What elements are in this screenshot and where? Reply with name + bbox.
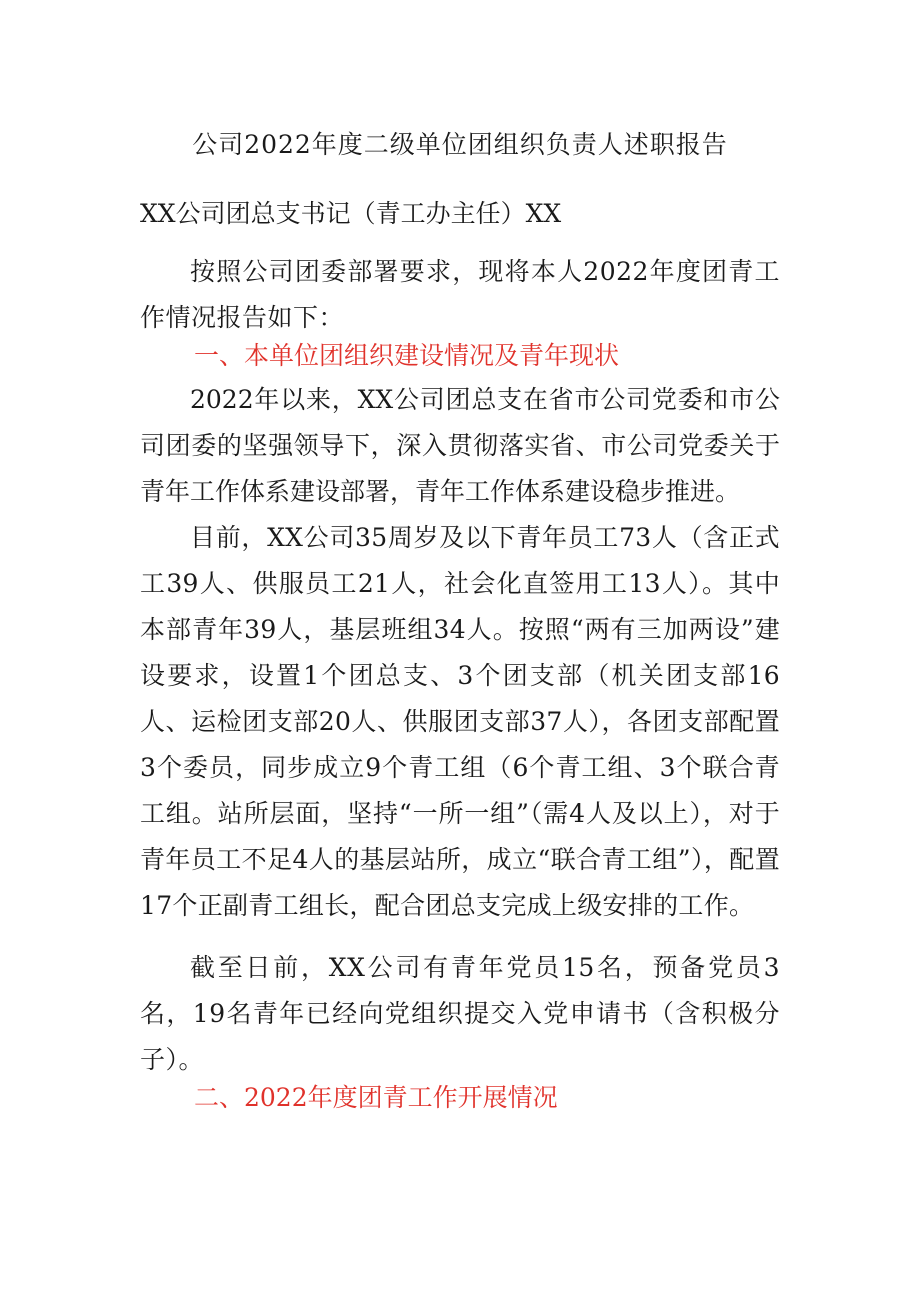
section-1-paragraph-2: 目前，XX公司35周岁及以下青年员工73人（含正式工39人、供服员工21人，社会化直签用工13人）。其中本部青年39人，基层班组34人。按照“两有三加两设”建设要求，设置1个团总支、3个团支部（机关团支部16人、运检团支部20人、供服团支部37人），各团支部配置3个委员，同步成立9个青工组（6个青工组、3个联合青工组。站所层面，坚持“一所一组”（需4人及以上），对于青年员工不足4人的基层站所，成立“联合青工组”），配置17个正副青工组长，配合团总支完成上级安排的工作。	[140, 523, 780, 920]
section-1-heading: 一、本单位团组织建设情况及青年现状	[194, 341, 620, 370]
intro-paragraph: 按照公司团委部署要求，现将本人2022年度团青工作情况报告如下：	[140, 257, 780, 332]
section-2-heading: 二、2022年度团青工作开展情况	[194, 1083, 558, 1112]
document-title: 公司2022年度二级单位团组织负责人述职报告	[192, 130, 728, 159]
section-1-paragraph-3: 截至日前，XX公司有青年党员15名，预备党员3名，19名青年已经向党组织提交入党申请书（含积极分子）。	[140, 953, 780, 1074]
author-line: XX公司团总支书记（青工办主任）XX	[140, 199, 562, 228]
section-1-paragraph-1: 2022年以来，XX公司团总支在省市公司党委和市公司团委的坚强领导下，深入贯彻落实省、市公司党委关于青年工作体系建设部署，青年工作体系建设稳步推进。	[140, 385, 780, 506]
